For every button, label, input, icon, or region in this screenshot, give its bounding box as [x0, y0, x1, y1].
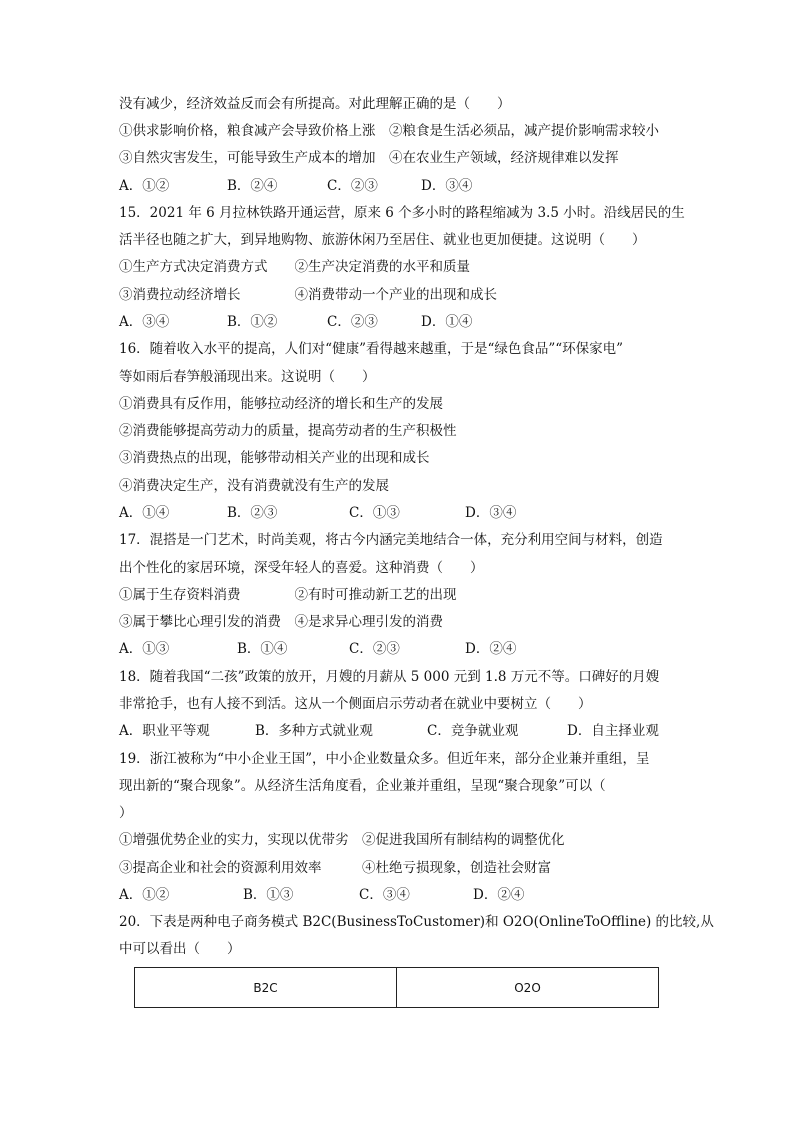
- q19-items-1-2: ①增强优势企业的实力，实现以优带劣 ②促进我国所有制结构的调整优化: [119, 832, 565, 848]
- q19-items-3-4: ③提高企业和社会的资源利用效率 ④杜绝亏损现象，创造社会财富: [119, 860, 551, 876]
- q18-option-b: B．多种方式就业观: [255, 723, 373, 739]
- q20-stem-line2: 中可以看出（ ）: [119, 941, 241, 957]
- q17-stem-line2: 出个性化的家居环境，深受年轻人的喜爱。这种消费（ ）: [119, 560, 484, 576]
- q14-options: [119, 176, 679, 196]
- q17-option-a: A．①③: [119, 641, 170, 657]
- q16-option-a: A．①④: [119, 505, 170, 521]
- q16-options: [119, 503, 679, 523]
- q14-stem-tail: 没有减少，经济效益反而会有所提高。对此理解正确的是（ ）: [119, 96, 511, 112]
- q15-items-3-4: ③消费拉动经济增长 ④消费带动一个产业的出现和成长: [119, 287, 497, 303]
- q17-options: [119, 639, 679, 659]
- q17-option-b: B．①④: [237, 641, 288, 657]
- q17-items-3-4: ③属于攀比心理引发的消费 ④是求异心理引发的消费: [119, 614, 443, 630]
- comparison-table-header-row: [135, 968, 659, 1008]
- q18-option-a: A．职业平等观: [119, 723, 210, 739]
- q16-item-3: ③消费热点的出现，能够带动相关产业的出现和成长: [119, 450, 430, 466]
- q15-stem-line2: 活半径也随之扩大，到异地购物、旅游休闲乃至居住、就业也更加便捷。这说明（ ）: [119, 232, 646, 248]
- q15-items-1-2: ①生产方式决定消费方式 ②生产决定消费的水平和质量: [119, 259, 470, 275]
- q18-option-d: D．自主择业观: [567, 723, 659, 739]
- q15-options: [119, 312, 679, 332]
- comparison-table: [134, 967, 659, 1008]
- q14-option-c: C．②③: [327, 178, 378, 194]
- q19-options: [119, 885, 679, 905]
- q19-stem-line2: 现出新的“聚合现象”。从经济生活角度看，企业兼并重组，呈现“聚合现象”可以（: [119, 778, 606, 794]
- q16-item-1: ①消费具有反作用，能够拉动经济的增长和生产的发展: [119, 396, 443, 412]
- q16-item-2: ②消费能够提高劳动力的质量，提高劳动者的生产积极性: [119, 423, 457, 439]
- q14-option-a: A．①②: [119, 178, 170, 194]
- q15-option-c: C．②③: [327, 314, 378, 330]
- q18-stem-line2: 非常抢手，也有人接不到活。这从一个侧面启示劳动者在就业中要树立（ ）: [119, 696, 592, 712]
- q15-option-b: B．①②: [227, 314, 278, 330]
- q16-option-b: B．②③: [227, 505, 278, 521]
- q18-options: [119, 721, 679, 741]
- q14-items-3-4: ③自然灾害发生，可能导致生产成本的增加 ④在农业生产领域，经济规律难以发挥: [119, 150, 619, 166]
- q19-option-b: B．①③: [243, 887, 294, 903]
- q17-option-d: D．②④: [465, 641, 517, 657]
- q15-option-d: D．①④: [421, 314, 473, 330]
- q19-option-a: A．①②: [119, 887, 170, 903]
- table-header-o2o: O2O: [397, 968, 659, 1008]
- q16-stem-line1: 16．随着收入水平的提高，人们对“健康”看得越来越重，于是“绿色食品”“环保家电”: [119, 341, 624, 357]
- q18-option-c: C．竞争就业观: [427, 723, 519, 739]
- q14-items-1-2: ①供求影响价格，粮食减产会导致价格上涨 ②粮食是生活必须品，减产提价影响需求较小: [119, 123, 659, 139]
- q16-item-4: ④消费决定生产，没有消费就没有生产的发展: [119, 478, 389, 494]
- q19-stem-line1: 19．浙江被称为“中小企业王国”，中小企业数量众多。但近年来，部分企业兼并重组，呈: [119, 751, 650, 767]
- q14-option-b: B．②④: [227, 178, 278, 194]
- q17-items-1-2: ①属于生存资料消费 ②有时可推动新工艺的出现: [119, 587, 457, 603]
- q16-option-c: C．①③: [349, 505, 400, 521]
- table-header-b2c: B2C: [135, 968, 397, 1008]
- q19-option-d: D．②④: [473, 887, 525, 903]
- q19-option-c: C．③④: [359, 887, 410, 903]
- q17-stem-line1: 17．混搭是一门艺术，时尚美观，将古今内涵完美地结合一体，充分利用空间与材料，创造: [119, 532, 663, 548]
- q16-option-d: D．③④: [465, 505, 517, 521]
- q16-stem-line2: 等如雨后春笋般涌现出来。这说明（ ）: [119, 369, 376, 385]
- q15-stem-line1: 15．2021 年 6 月拉林铁路开通运营，原来 6 个多小时的路程缩减为 3.5 小时。沿线居民的生: [119, 205, 685, 221]
- q14-option-d: D．③④: [421, 178, 473, 194]
- q18-stem-line1: 18．随着我国“二孩”政策的放开，月嫂的月薪从 5 000 元到 1.8 万元不等。口碑好的月嫂: [119, 669, 660, 685]
- q15-option-a: A．③④: [119, 314, 170, 330]
- q17-option-c: C．②③: [349, 641, 400, 657]
- q20-stem-line1: 20．下表是两种电子商务模式 B2C(BusinessToCustomer)和 O2O(OnlineToOffline) 的比较,从: [119, 914, 714, 930]
- q19-stem-line3: ）: [119, 805, 133, 821]
